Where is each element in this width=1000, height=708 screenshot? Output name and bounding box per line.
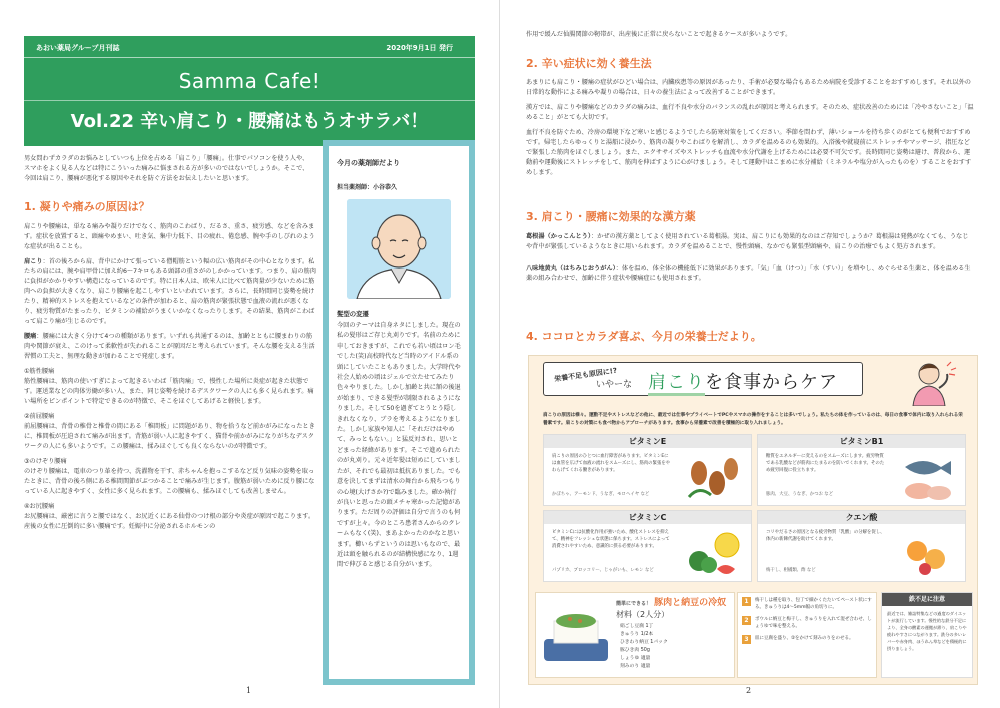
ingredient: 刻みのり 適量	[620, 664, 651, 669]
vitamin-e-title: ビタミンE	[544, 435, 751, 448]
step-number: 3	[742, 635, 751, 644]
section-1-para: 肩こりや腰痛は、単なる痛みや凝りだけでなく、筋肉のこわばり、だるさ、重さ、疲労感、などを含みます。症状を放置すると、頭痛やめまい、吐き気、集中力低下、目の疲れ、倦怠感、腕や手のしびれのような症状が出ることも。	[24, 223, 315, 250]
vitamin-e-card	[543, 434, 752, 506]
type-1-text: 筋性腰痛は、筋肉の使いすぎによって起きるいわば「筋肉痛」で、慢性した場所に炎症が起きた状態です。運送業などの肉体労働が多い人、また、同じ姿勢を続けるデスクワークの人にも多く見られます。痛い場所をピンポイントで特定できるのが特徴で、そこをほぐしてあげると軽快します。	[24, 378, 314, 405]
pharmacist-illustration-icon	[347, 199, 451, 299]
banner-title-highlight: 肩こり	[648, 372, 705, 396]
section-2-body	[526, 78, 974, 183]
ingredient: ひきわり納豆 1パック	[620, 640, 668, 645]
vitamin-b1-foods: 豚肉、大豆、うなぎ、かつお など	[766, 492, 834, 497]
section-2-para: あまりにも肩こり・腰痛の症状がひどい場合は、内臓疾患等の原因があったり、手術が必要な場合もあるため病院を受診することをおすすめします。それ以外の日常的な動作による痛みや凝りの場合は、日々の養生法によって改善することができます。	[526, 79, 971, 96]
recipe-step	[742, 635, 872, 644]
section-2-para: 漢方では、肩こりや腰痛などのカラダの痛みは、血行不良や水分のバランスの乱れが原因と考えられます。そのため、症状改善のためには「冷やさないこと」「温めること」がとても大切です。	[526, 104, 974, 121]
column-author: 担当薬剤師：小谷恭久	[337, 184, 398, 191]
section-3-title: 3. 肩こり・腰痛に効果的な漢方薬	[526, 210, 696, 223]
nutrition-infographic	[528, 355, 978, 685]
infographic-intro: 肩こりの原因は様々。運動不足やストレスなどの他に、最近では仕事やプライベートでPCやスマホの操作をすることは多いでしょう。私たちの体を作っているのは、毎日の食事で体内に取り入れられる栄養素です。肩こりの対策にも食べ物からアプローチがあります。食事から栄養素で改善を積極的に取り入れましょう。	[543, 413, 963, 426]
section-2-title: 2. 辛い症状に効く養生法	[526, 57, 652, 70]
column-body: 今回のテーマは自身ネタにしました。現在の私の髪形はご存じ丸刈りです。名前のために申しておきますが、これでも若い頃はロン毛でした(笑)高校時代など当時のアイドル系の頭にしていたこともありました。大学時代や社会人始めの頃はジェルで立たせてみたり色々やりました。しかし加齢と共に額の後退が始まり、できる髪型が制限されるようになりました。そして50を過ぎてとうとう隠しきれなくなり、ブラを考えるようになりました。しかし家族や知人に「それだけはやめて、みっともない。」と猛反対され、思いとどまった経緯があります。そこで進められたのが丸刈り。元々近年髪は短めにしていましたが、それでも最初は抵抗ありました。でも意を決してまずは清水の舞台から飛ちつもりの心境(大げさか?)で臨みました。確か執行が良いと思ったの頭メチャ寒かった記憶があります。ただ周りの評価は自分で言うのも何ですが上々。今のところ患者さんからのクレームもなく(笑)、まあよかったのかなと思います。櫛いらずというのは思いもなので、最近は頭を触られるのが結構快感になり、1週間で伸びると感じる自分がいます。	[337, 322, 461, 569]
stiff-shoulder-woman-icon	[899, 358, 963, 406]
banner-title	[648, 368, 838, 394]
ingredient: きゅうり 1/2本	[620, 632, 654, 637]
umeboshi-icon	[895, 529, 959, 579]
notice-title: 鉄不足に注意	[882, 593, 972, 606]
recipe-subtitle: 材料（2人分）	[616, 610, 670, 619]
type-2-text: 前屈腰痛は、背骨の椎骨と椎骨の間にある「椎間板」に問題があり、物を拾うなど前かがみになったときに、椎間板が圧迫されて痛みが出ます。背筋が弱い人に起きやすく、猫背や前かがみになりがちなデスクワークの人にも多いようです。この腰痛は、揉みほぐしても良くならないのが特徴です。	[24, 423, 315, 450]
section-1-para	[24, 257, 316, 327]
pharmacist-portrait	[347, 199, 451, 299]
page-number: 2	[746, 686, 752, 695]
masthead	[24, 36, 475, 146]
section-3-body	[526, 232, 974, 289]
recipe-name: 豚肉と納豆の冷奴	[654, 598, 727, 608]
step-number: 2	[742, 616, 751, 625]
issue-date: 2020年9月1日 発行	[386, 44, 453, 52]
notice-text: 最近では、雑誌特集などの過度のダイエットが流行しています。慢性的な鉄分不足により、全身の酸素の運搬が滞り、肩こりや疲れやすさにつながります。鉄分の多いレバーや赤身肉、ほうれん草などを積極的に摂りましょう。	[887, 611, 967, 651]
step-text: 梅干しは種を取り、包丁で細かくたたいてペースト状にする。きゅうりは4〜5mm幅の角切りに。	[755, 598, 872, 610]
section-1-para	[24, 332, 316, 362]
kampo-text: ：体を温め、体全体の機能低下に効果があります。「気」「血（けつ）」「水（すい）」を増やし、めぐらせる生薬と、体を温める生薬の組み合わせで、加齢に伴う症状や腰痛症にも使用されます。	[526, 265, 971, 282]
newsletter-name: Samma Cafe!	[178, 69, 321, 93]
section-1-body	[24, 222, 316, 537]
type-2-title: ②前屈腰痛	[24, 413, 55, 420]
column-heading: 今月の薬剤師だより	[337, 159, 400, 167]
recipe-step	[742, 616, 872, 630]
page-number: 1	[246, 686, 252, 695]
kampo-item	[526, 232, 974, 252]
citric-acid-foods: 梅干し、柑橘類、酢 など	[766, 568, 816, 573]
katakori-label: 肩こり	[24, 258, 43, 265]
step-text: ボウルに納豆と梅干し、きゅうりを入れて混ぜ合わせ、しょうゆで味を整える。	[755, 617, 872, 629]
step-number: 1	[742, 597, 751, 606]
infographic-banner	[543, 362, 863, 396]
masthead-meta	[24, 36, 475, 58]
fish-icon	[895, 453, 959, 503]
vitamin-b1-card	[757, 434, 966, 506]
banner-tagline-2: いやーな	[596, 380, 633, 390]
citric-acid-card	[757, 510, 966, 582]
vitamin-b1-text: 糖質をエネルギーに変えるのをスムーズにします。疲労物質である乳酸などが筋肉にたまるのを防いでくれます。そのため疲労回復に役立ちます。	[766, 454, 885, 474]
type-3-text: のけぞり腰痛は、電車のつり革を持つ、洗濯物を干す、赤ちゃんを抱っこするなど反り気味の姿勢を取ったときに、背骨の後ろ側にある椎間関節がぶつかることで痛みが生じます。腹筋が弱いために反り腰になっている人に起きやすく、女性に多く見られます。この腰痛も、揉みほぐしても改善しません。	[24, 468, 315, 495]
vitamin-c-text: ビタミンCには抗酸化作用が強いため、酸化ストレスを抑えて、精神をフレッシュな状態に保ちます。ストレスによって消費されやすいため、意識的に摂る必要があります。	[552, 530, 670, 550]
banner-tagline: 栄養不足も原因に!?	[553, 366, 618, 384]
section-4-title: 4. ココロとカラダ喜ぶ、今月の栄養士だより。	[526, 330, 762, 343]
yotsu-text: ：腰痛には大きく分けて4つの種類があります。いずれも共通するのは、加齢とともに腰まわりの筋肉や関節が衰え、このけって柔軟性が失われることが原因だと考えられています。そんな腰を支える生活習慣の工夫と、無理な動きが加わることで発症します。	[24, 333, 315, 360]
iron-notice	[881, 592, 973, 678]
almond-icon	[681, 453, 745, 503]
katakori-text: ：首の後ろから肩、背中にかけて張っている僧帽筋という幅の広い筋肉がその中心となります。私たちの肩には、腕や肩甲骨に加え約6〜7キロもある頭部の重さがのしかかっています。つまり、肩の筋肉に負担がかかりやすい構造になっているのです。特に日本人は、欧米人に比べて筋肉量が少ないために筋肉への負担が大きくなり、肩こり腰痛を起こしやすいといわれています。さらに、長時間同じ姿勢を続けたり、精神的ストレスを抱えているなどの条件が加わると、肩の筋肉が緊張状態で血液の流れが悪くなり、疲労物質がたまったり、ビタミンの補給がうまくいかなくなったりします。その結果、筋肉がこわばって肩こり痛が生じるのです。	[24, 258, 316, 325]
yotsu-label: 腰痛	[24, 333, 37, 340]
publisher: あおい薬局グループ月刊誌	[36, 44, 120, 52]
vitamin-c-foods: パプリカ、ブロッコリー、じゃがいも、レモン など	[552, 568, 654, 573]
step-text: 皿に豆腐を盛り、②をかけて刻みのりをのせる。	[755, 636, 854, 641]
recipe-title	[616, 595, 726, 608]
recipe-steps	[737, 592, 877, 678]
recipe-tag: 簡単にできる！	[616, 601, 652, 607]
citric-acid-text: コリやだるさの原因となる疲労物質「乳酸」の分解を促し、体内の新陳代謝を助けてくれます。	[766, 530, 885, 543]
vitamin-c-title: ビタミンC	[544, 511, 751, 524]
ingredient: しょうゆ 適量	[620, 656, 651, 661]
section-1-title: 1. 凝りや痛みの原因は？	[24, 200, 150, 213]
column-subtitle: 髪型の変遷	[337, 310, 369, 318]
ingredient: 豚ひき肉 50g	[620, 648, 650, 653]
type-1-title: ①筋性腰痛	[24, 368, 55, 375]
intro-text: 男女問わずカラダのお悩みとしていつも上位を占める「肩こり」「腰痛」。仕事でパソコンを使う人や、スマホをよく見る人などは特にこういった痛みに悩まされる方が多いのではないでしょうか。そこで、今回は肩こり、腰痛が悪化する原因やそれを防ぐ方法をお伝えしたいと思います。	[24, 155, 309, 182]
tofu-dish-icon	[540, 599, 612, 671]
recipe-card	[535, 592, 735, 678]
type-4-text: お尻腰痛は、厳密に言うと腰ではなく、お尻近くにある仙骨のつけ根の部分や炎症が原因で起こります。産後の女性に圧倒的に多い腰痛です。妊娠中に分泌されるホルモンの	[24, 513, 315, 530]
vitamin-b1-title: ビタミンB1	[758, 435, 965, 448]
kampo-name: 八味地黄丸（はちみじおうがん）	[526, 265, 616, 272]
issue-title: Vol.22 辛い肩こり・腰痛はもうオサラバ！	[24, 100, 475, 133]
vitamin-c-card	[543, 510, 752, 582]
ingredient-list	[620, 623, 668, 671]
citric-acid-title: クエン酸	[758, 511, 965, 524]
continued-text: 作用で緩んだ仙腸関節の靭帯が、出産後に正常に戻らないことで起きるケースが多いようです。	[526, 31, 792, 38]
pharmacist-column	[323, 140, 475, 685]
kampo-text: ：かぜの漢方薬としてよく使用されている葛根湯。実は、肩こりにも効果的なのはご存知でしょうか？葛根湯は発熱がなくても、うなじや背中が緊張しているようなときに用いられます。カラダを温めることで、慢性頭痛、なかでも緊張型頭痛や、肩こりの治療でもよく処方されます。	[526, 233, 969, 250]
type-4-title: ④お尻腰痛	[24, 503, 55, 510]
kampo-name: 葛根湯（かっこんとう）	[526, 233, 591, 240]
vitamin-e-text: 肩こりの原因のひとつに血行障害があります。ビタミンEには血管を広げて血液の流れをスムーズにし、筋肉の緊張をやわらげてくれる働きがあります。	[552, 454, 671, 474]
vitamin-e-foods: かぼちゃ、アーモンド、うなぎ、モロヘイヤ など	[552, 492, 650, 497]
ingredient: 絹ごし豆腐 1丁	[620, 624, 654, 629]
section-2-para: 血行不良を防ぐため、冷房の環境下など寒いと感じるようでしたら防寒対策をしてください。季節を問わず、薄いショールを持ち歩くのがとても便利でおすすめです。帰宅したらゆっくりと湯船に浸かり、筋肉の凝りやこわばりを解消し、カラダを温めるのも効果的。入浴後や就寝前にストレッチやマッサージ、指圧などで緊張した筋肉をほぐしましょう。また、エクササイズやストレッチも血流や水分代謝を上げるためには必要不可欠です。長時間同じ姿勢は避け、普段から、運動前や運動後にストレッチをして、筋肉を伸ばすように心がけましょう。そして運動中はこまめに水分補給（ミネラルや塩分が入ったものを）することをおすすめします。	[526, 129, 972, 176]
type-3-title: ③のけぞり腰痛	[24, 458, 67, 465]
lemon-broccoli-icon	[681, 529, 745, 579]
banner-title-rest: を食事からケア	[705, 372, 838, 393]
kampo-item	[526, 264, 974, 284]
recipe-step	[742, 597, 872, 611]
